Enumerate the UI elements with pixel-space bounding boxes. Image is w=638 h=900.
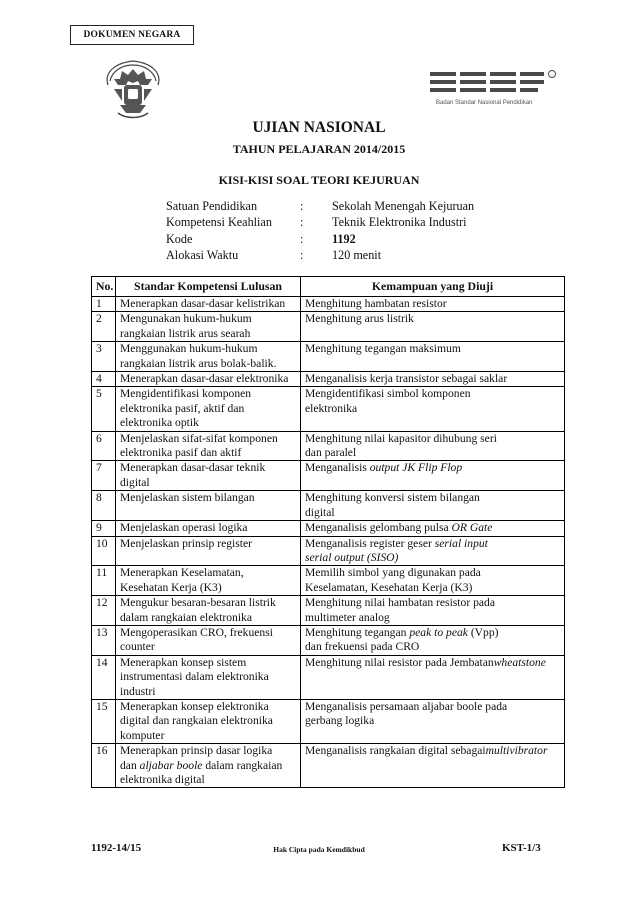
row-number: 4 (92, 372, 116, 387)
table-row (92, 297, 565, 312)
kisi-kisi-table (91, 276, 565, 788)
table-row (92, 387, 565, 431)
table-row (92, 461, 565, 491)
table-row (92, 596, 565, 626)
info-row (166, 198, 474, 214)
info-value: 120 menit (332, 247, 382, 262)
info-label: Kode (166, 231, 193, 246)
row-number: 1 (92, 297, 116, 312)
row-kemampuan: Menghitung nilai hambatan resistor pada multimeter analog (301, 596, 565, 626)
row-standar-kompetensi: Menjelaskan operasi logika (116, 521, 301, 536)
row-number: 16 (92, 744, 116, 788)
row-kemampuan: Menghitung tegangan maksimum (301, 342, 565, 372)
row-kemampuan: Menghitung tegangan peak to peak (Vpp) dan frekuensi pada CRO (301, 625, 565, 655)
row-number: 3 (92, 342, 116, 372)
table-header-row (92, 277, 565, 297)
row-kemampuan: Menghitung konversi sistem bilangan digital (301, 491, 565, 521)
table-row (92, 342, 565, 372)
table-row (92, 655, 565, 699)
footer-page: KST-1/3 (502, 842, 541, 854)
info-colon: : (300, 231, 304, 246)
info-label: Alokasi Waktu (166, 247, 239, 262)
row-number: 7 (92, 461, 116, 491)
footer-copyright: Hak Cipta pada Kemdikbud (273, 845, 365, 854)
row-standar-kompetensi: Menerapkan dasar-dasar teknik digital (116, 461, 301, 491)
row-standar-kompetensi: Menjelaskan prinsip register (116, 536, 301, 566)
row-standar-kompetensi: Menjelaskan sifat-sifat komponen elektronika pasif dan aktif (116, 431, 301, 461)
row-kemampuan: Memilih simbol yang digunakan pada Keselamatan, Kesehatan Kerja (K3) (301, 566, 565, 596)
row-kemampuan: Menganalisis rangkaian digital sebagaimultivibrator (301, 744, 565, 788)
row-kemampuan: Menghitung arus listrik (301, 312, 565, 342)
info-colon: : (300, 247, 304, 262)
header-kemampuan: Kemampuan yang Diuji (301, 277, 565, 297)
row-standar-kompetensi: Menggunakan hukum-hukum rangkaian listrik arus bolak-balik. (116, 342, 301, 372)
table-row (92, 372, 565, 387)
info-colon: : (300, 215, 304, 230)
table-row (92, 566, 565, 596)
header-no: No. (92, 277, 116, 297)
info-row (166, 231, 474, 247)
garuda-emblem-icon (100, 55, 166, 121)
row-number: 15 (92, 699, 116, 743)
table-row (92, 312, 565, 342)
footer-code: 1192-14/15 (91, 842, 142, 854)
row-standar-kompetensi: Mengoperasikan CRO, frekuensi counter (116, 625, 301, 655)
row-number: 6 (92, 431, 116, 461)
info-value: Teknik Elektronika Industri (332, 215, 467, 230)
table-row (92, 431, 565, 461)
exam-subtitle: KISI-KISI SOAL TEORI KEJURUAN (218, 173, 420, 187)
row-kemampuan: Menghitung nilai kapasitor dihubung seri dan paralel (301, 431, 565, 461)
row-number: 10 (92, 536, 116, 566)
table-row (92, 744, 565, 788)
info-block (166, 198, 474, 263)
exam-title: UJIAN NASIONAL (252, 119, 386, 136)
info-colon: : (300, 199, 304, 213)
row-standar-kompetensi: Menerapkan konsep elektronika digital dan rangkaian elektronika komputer (116, 699, 301, 743)
table-row (92, 491, 565, 521)
row-standar-kompetensi: Menerapkan konsep sistem instrumentasi dalam elektronika industri (116, 655, 301, 699)
row-number: 5 (92, 387, 116, 431)
header-skl: Standar Kompetensi Lulusan (116, 277, 301, 297)
row-standar-kompetensi: Mengidentifikasi komponen elektronika pasif, aktif dan elektronika optik (116, 387, 301, 431)
row-number: 2 (92, 312, 116, 342)
row-number: 11 (92, 566, 116, 596)
info-value: 1192 (332, 231, 356, 246)
row-kemampuan: Menganalisis output JK Flip Flop (301, 461, 565, 491)
row-standar-kompetensi: Menerapkan dasar-dasar elektronika (116, 372, 301, 387)
exam-year: TAHUN PELAJARAN 2014/2015 (232, 142, 406, 156)
row-kemampuan: Menganalisis register geser serial input serial output (SISO) (301, 536, 565, 566)
row-standar-kompetensi: Mengunakan hukum-hukum rangkaian listrik arus searah (116, 312, 301, 342)
row-number: 13 (92, 625, 116, 655)
table-row (92, 625, 565, 655)
row-number: 14 (92, 655, 116, 699)
table-row (92, 699, 565, 743)
row-kemampuan: Menghitung nilai resistor pada Jembatanwheatstone (301, 655, 565, 699)
row-standar-kompetensi: Menjelaskan sistem bilangan (116, 491, 301, 521)
info-row (166, 214, 474, 230)
row-kemampuan: Menghitung hambatan resistor (301, 297, 565, 312)
row-kemampuan: Menganalisis gelombang pulsa OR Gate (301, 521, 565, 536)
row-standar-kompetensi: Mengukur besaran-besaran listrik dalam rangkaian elektronika (116, 596, 301, 626)
document-stamp: DOKUMEN NEGARA (70, 25, 194, 45)
row-number: 8 (92, 491, 116, 521)
row-kemampuan: Mengidentifikasi simbol komponen elektronika (301, 387, 565, 431)
row-standar-kompetensi: Menerapkan Keselamatan, Kesehatan Kerja (K3) (116, 566, 301, 596)
row-standar-kompetensi: Menerapkan dasar-dasar kelistrikan (116, 297, 301, 312)
row-kemampuan: Menganalisis kerja transistor sebagai saklar (301, 372, 565, 387)
svg-text:Badan Standar Nasional Pendidi: Badan Standar Nasional Pendidikan (436, 100, 533, 106)
info-label: Satuan Pendidikan (166, 199, 258, 213)
bsnp-logo-icon (428, 66, 558, 108)
info-row (166, 247, 474, 263)
table-row (92, 536, 565, 566)
row-standar-kompetensi: Menerapkan prinsip dasar logika dan aljabar boole dalam rangkaian elektronika digital (116, 744, 301, 788)
row-kemampuan: Menganalisis persamaan aljabar boole pada gerbang logika (301, 699, 565, 743)
info-label: Kompetensi Keahlian (166, 215, 272, 230)
info-value: Sekolah Menengah Kejuruan (332, 199, 475, 213)
row-number: 12 (92, 596, 116, 626)
table-row (92, 521, 565, 536)
row-number: 9 (92, 521, 116, 536)
